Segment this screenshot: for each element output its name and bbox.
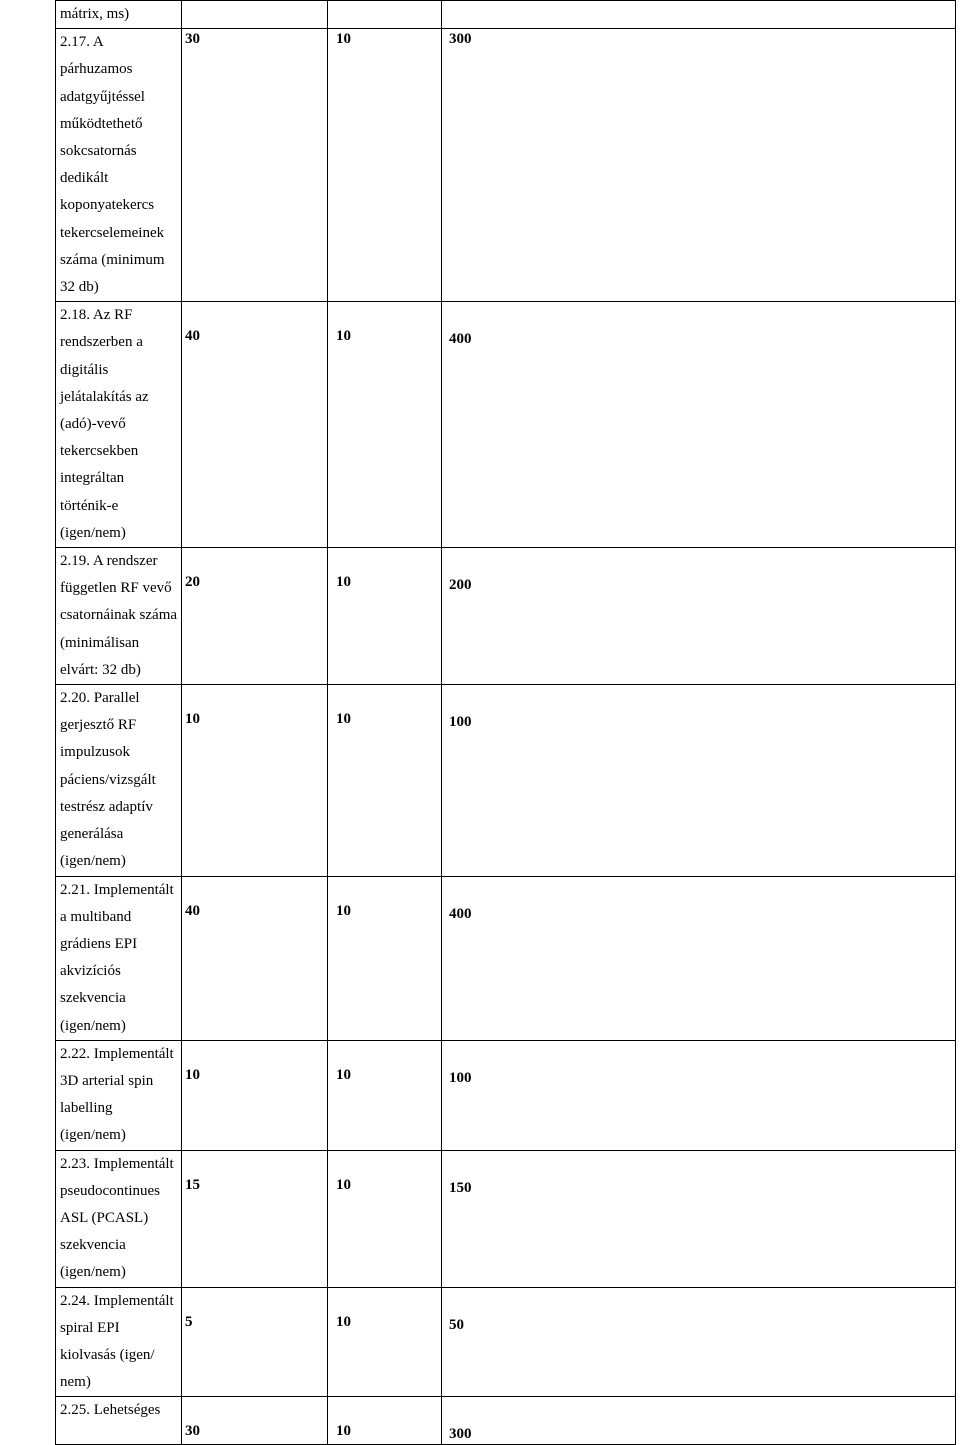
- weight-value-cell: [182, 1397, 328, 1445]
- points-value: 300: [449, 31, 472, 48]
- weight-value: 20: [185, 574, 200, 591]
- description-line: 2.18. Az RF: [60, 307, 133, 324]
- description-line: csatornáinak száma: [60, 607, 178, 624]
- description-line: tekercsekben: [60, 443, 139, 460]
- description-line: (igen/nem): [60, 1017, 126, 1034]
- score-value-cell: [328, 876, 442, 1040]
- description-line: szekvencia: [60, 1237, 126, 1254]
- description-line: jelátalakítás az: [60, 388, 149, 405]
- description-line: (igen/nem): [60, 524, 126, 541]
- score-value-cell: [328, 548, 442, 685]
- weight-value: 10: [185, 711, 200, 728]
- table-body: [56, 1, 956, 1445]
- table-row: [56, 548, 956, 685]
- criterion-description: [56, 302, 182, 548]
- description-line: páciens/vizsgált: [60, 771, 156, 788]
- description-line: elvárt: 32 db): [60, 661, 141, 678]
- description-line: nem): [60, 1374, 91, 1391]
- weight-value: 10: [185, 1066, 200, 1083]
- description-line: tekercselemeinek: [60, 224, 165, 241]
- weight-value: [182, 1, 327, 25]
- points-value: 400: [449, 331, 472, 348]
- score-value: [328, 1, 441, 25]
- points-value-cell: [442, 1150, 956, 1287]
- points-value: 400: [449, 905, 472, 922]
- points-value-cell: [442, 876, 956, 1040]
- description-line: testrész adaptív: [60, 798, 153, 815]
- weight-value: 40: [185, 328, 200, 345]
- description-line: történik-e: [60, 497, 119, 514]
- description-line: spiral EPI: [60, 1319, 120, 1336]
- description-line: impulzusok: [60, 744, 130, 761]
- description-line: 2.22. Implementált: [60, 1045, 174, 1062]
- requirements-table: [55, 0, 956, 1445]
- description-line: 3D arterial spin: [60, 1072, 154, 1089]
- criterion-description: [56, 1287, 182, 1397]
- description-line: 2.23. Implementált: [60, 1155, 174, 1172]
- description-line: 2.17. A: [60, 34, 104, 51]
- weight-value: 40: [185, 902, 200, 919]
- description-line: (minimálisan: [60, 634, 140, 651]
- table-row: [56, 685, 956, 876]
- criterion-description: [56, 1150, 182, 1287]
- description-line: pseudocontinues: [60, 1182, 160, 1199]
- description-line: integráltan: [60, 470, 125, 487]
- description-line: labelling: [60, 1100, 113, 1117]
- weight-value-cell: [182, 1150, 328, 1287]
- criterion-description: [56, 1, 182, 29]
- score-value: 10: [336, 902, 351, 919]
- weight-value: 30: [185, 1423, 200, 1440]
- score-value: 10: [336, 711, 351, 728]
- points-value: 300: [449, 1426, 472, 1443]
- table-row: [56, 1397, 956, 1445]
- table-row: [56, 1, 956, 29]
- points-value-cell: [442, 29, 956, 302]
- description-line: működtethető: [60, 115, 143, 132]
- description-line: párhuzamos: [60, 61, 133, 78]
- score-value-cell: [328, 1040, 442, 1150]
- description-line: 2.20. Parallel: [60, 690, 140, 707]
- points-value-cell: [442, 685, 956, 876]
- description-line: adatgyűjtéssel: [60, 88, 145, 105]
- score-value-cell: [328, 1287, 442, 1397]
- description-line: kiolvasás (igen/: [60, 1346, 155, 1363]
- weight-value: 30: [185, 31, 200, 48]
- description-line: 2.19. A rendszer: [60, 553, 158, 570]
- description-line: (igen/nem): [60, 1264, 126, 1281]
- weight-value-cell: [182, 1287, 328, 1397]
- score-value-cell: [328, 1397, 442, 1445]
- score-value: 10: [336, 328, 351, 345]
- points-value-cell: [442, 1287, 956, 1397]
- points-value-cell: [442, 548, 956, 685]
- criterion-description: [56, 876, 182, 1040]
- points-value-cell: [442, 302, 956, 548]
- description-line: dedikált: [60, 170, 109, 187]
- description-line: (adó)-vevő: [60, 416, 126, 433]
- description-line: 2.24. Implementált: [60, 1292, 174, 1309]
- criterion-description: [56, 29, 182, 302]
- description-line: a multiband: [60, 908, 132, 925]
- points-value: 100: [449, 714, 472, 731]
- description-line: koponyatekercs: [60, 197, 155, 214]
- score-value: 10: [336, 1176, 351, 1193]
- description-line: sokcsatornás: [60, 143, 137, 160]
- description-line: rendszerben a: [60, 334, 143, 351]
- description-line: ASL (PCASL): [60, 1209, 149, 1226]
- points-value: 200: [449, 577, 472, 594]
- description-line: független RF vevő: [60, 580, 172, 597]
- description-line: grádiens EPI: [60, 935, 138, 952]
- table-row: [56, 1150, 956, 1287]
- table-row: [56, 302, 956, 548]
- points-value: 50: [449, 1316, 464, 1333]
- score-value-cell: [328, 1150, 442, 1287]
- points-value: 150: [449, 1179, 472, 1196]
- description-line: generálása: [60, 826, 124, 843]
- criterion-description: [56, 1040, 182, 1150]
- weight-value-cell: [182, 302, 328, 548]
- score-value: 10: [336, 1423, 351, 1440]
- score-value-cell: [328, 1, 442, 29]
- weight-value: 5: [185, 1313, 193, 1330]
- points-value-cell: [442, 1397, 956, 1445]
- criterion-description: [56, 548, 182, 685]
- points-value-cell: [442, 1040, 956, 1150]
- description-line: (igen/nem): [60, 853, 126, 870]
- weight-value-cell: [182, 548, 328, 685]
- description-line: digitális: [60, 361, 109, 378]
- score-value: 10: [336, 574, 351, 591]
- description-line: 32 db): [60, 279, 99, 296]
- score-value: 10: [336, 31, 351, 48]
- description-line: szekvencia: [60, 990, 126, 1007]
- weight-value-cell: [182, 685, 328, 876]
- description-line: 2.21. Implementált: [60, 881, 174, 898]
- criterion-description: [56, 685, 182, 876]
- weight-value-cell: [182, 1040, 328, 1150]
- description-line: 2.25. Lehetséges: [60, 1402, 161, 1419]
- description-line: (igen/nem): [60, 1127, 126, 1144]
- table-row: [56, 29, 956, 302]
- points-value-cell: [442, 1, 956, 29]
- description-line: száma (minimum: [60, 251, 165, 268]
- score-value-cell: [328, 685, 442, 876]
- score-value: 10: [336, 1313, 351, 1330]
- weight-value-cell: [182, 29, 328, 302]
- score-value-cell: [328, 29, 442, 302]
- points-value: [442, 1, 955, 28]
- criterion-description: [56, 1397, 182, 1445]
- table-row: [56, 876, 956, 1040]
- table-row: [56, 1287, 956, 1397]
- score-value: 10: [336, 1066, 351, 1083]
- description-line: mátrix, ms): [60, 6, 130, 22]
- score-value-cell: [328, 302, 442, 548]
- weight-value-cell: [182, 876, 328, 1040]
- weight-value: 15: [185, 1176, 200, 1193]
- weight-value-cell: [182, 1, 328, 29]
- description-line: akvizíciós: [60, 963, 121, 980]
- description-line: gerjesztő RF: [60, 717, 137, 734]
- points-value: 100: [449, 1069, 472, 1086]
- table-row: [56, 1040, 956, 1150]
